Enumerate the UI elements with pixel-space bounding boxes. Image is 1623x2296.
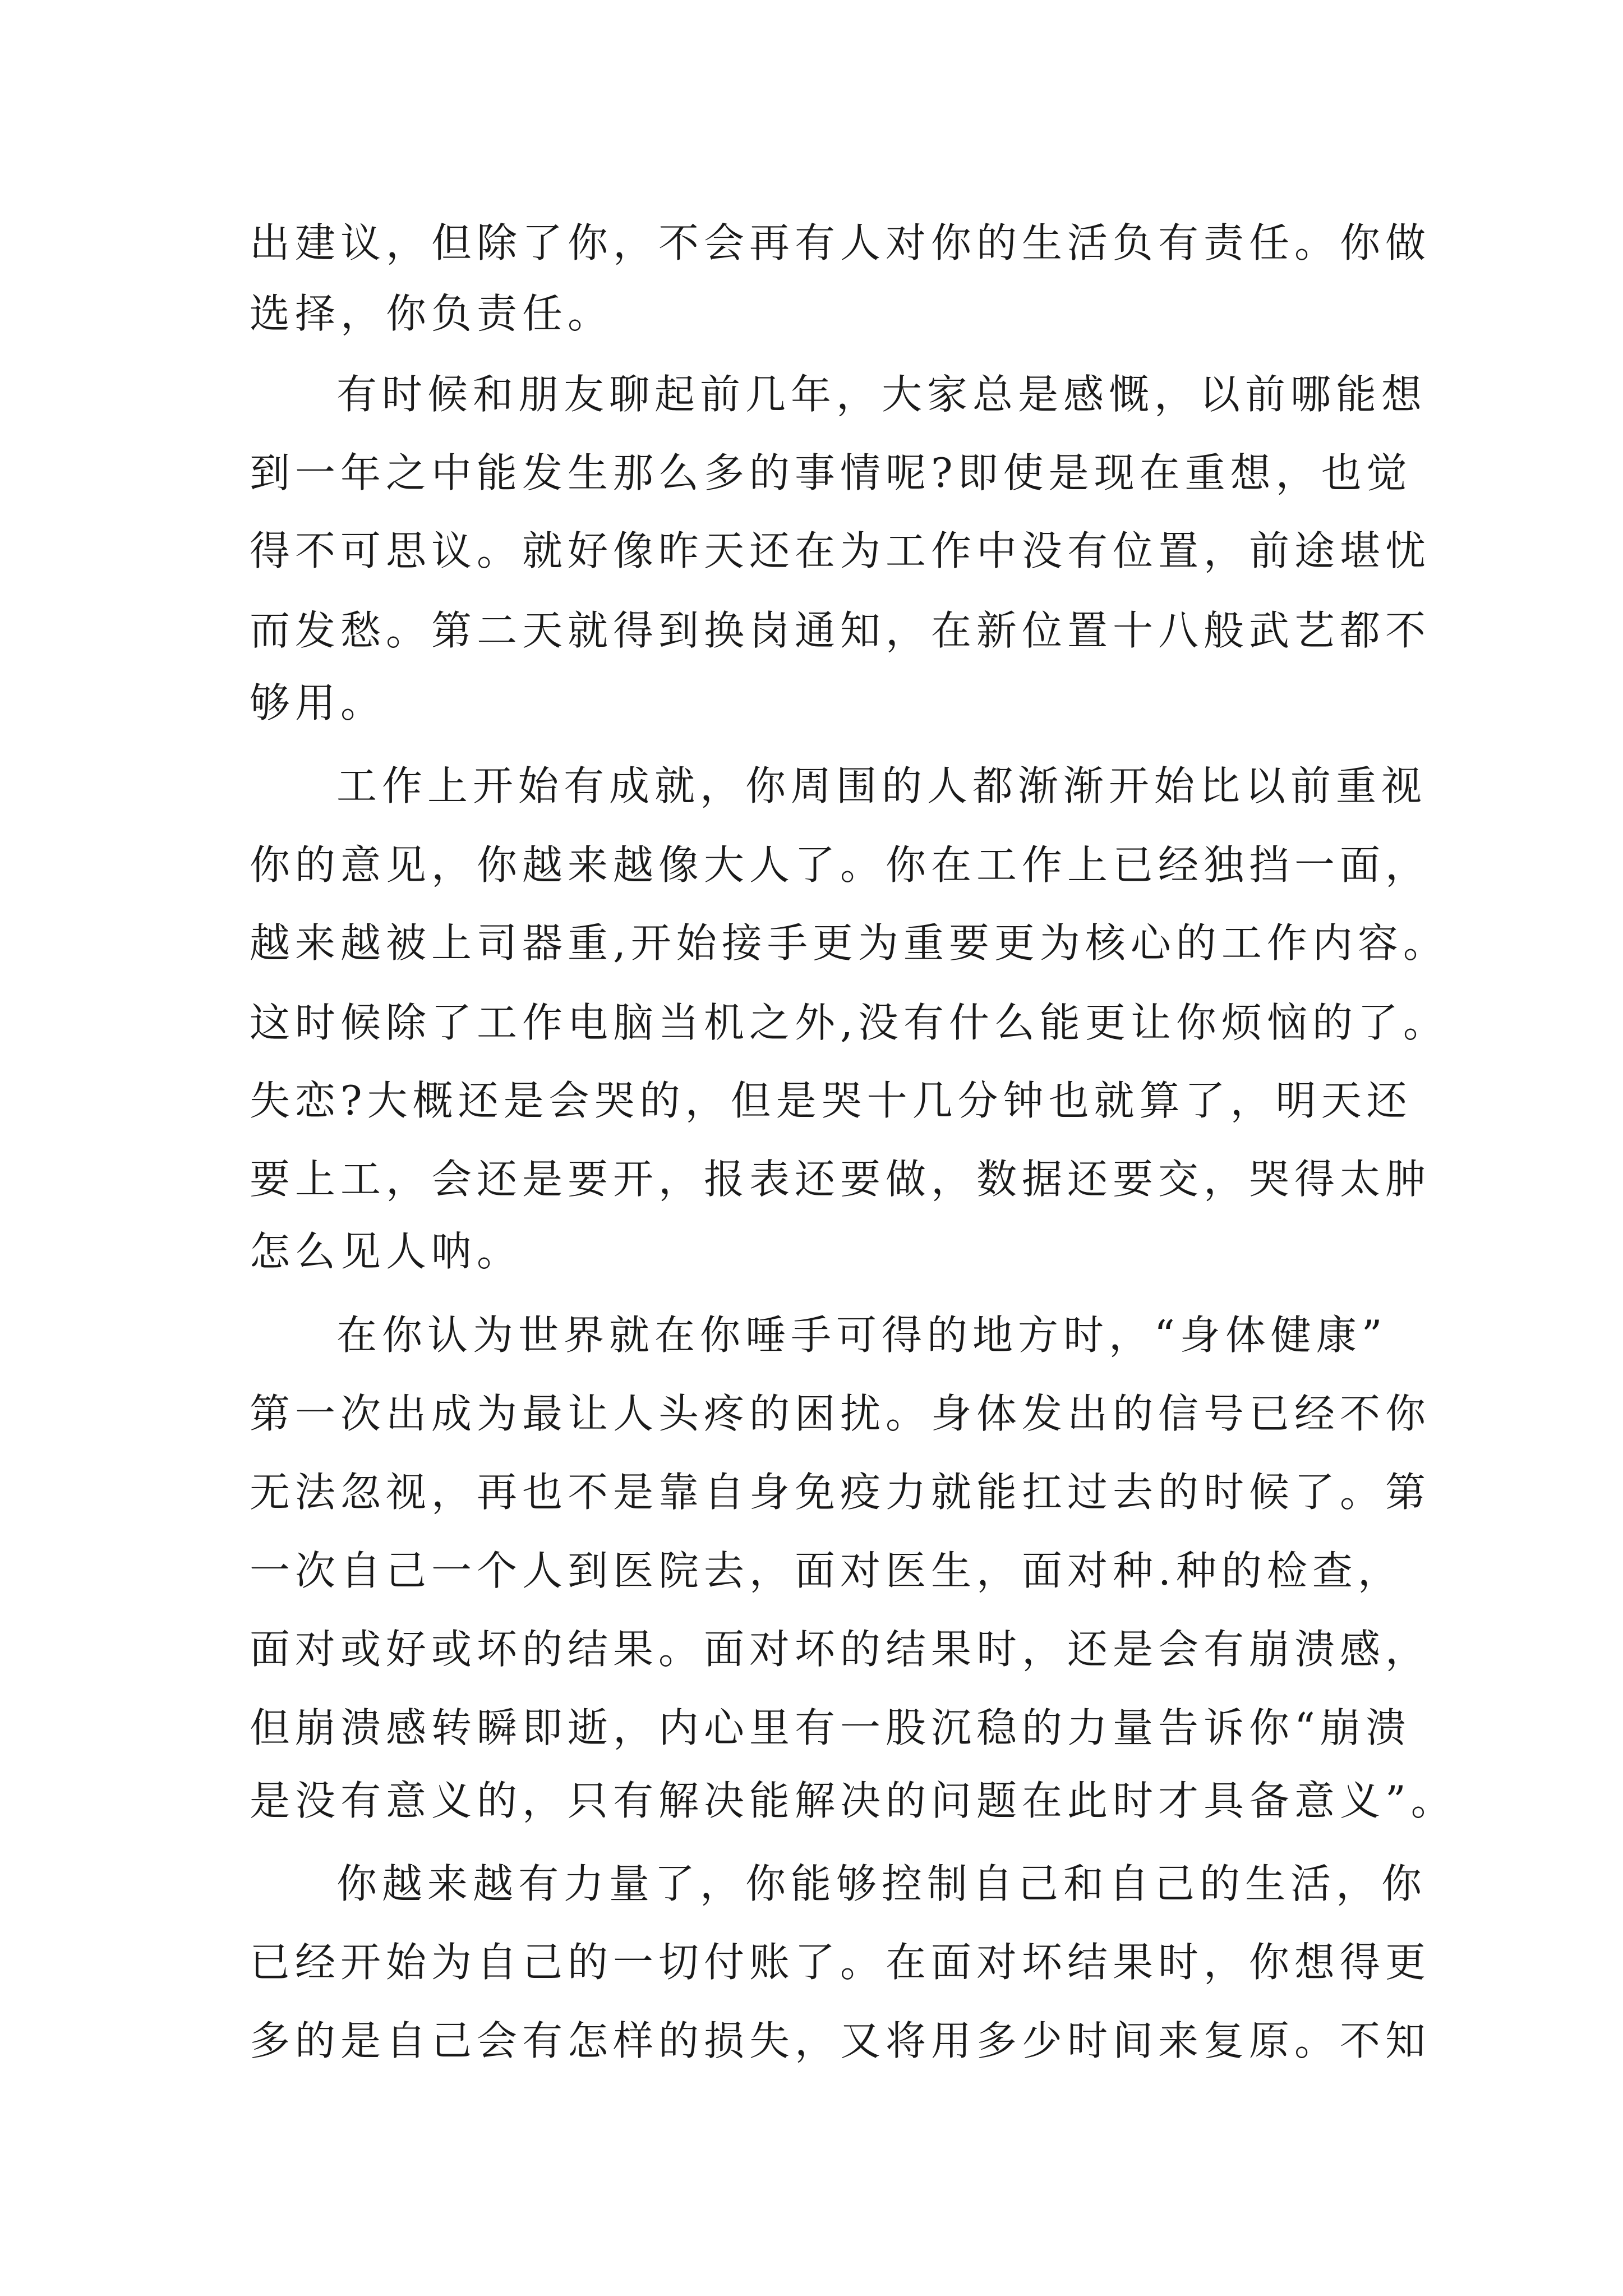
text-line: 失恋?大概还是会哭的，但是哭十几分钟也就算了，明天还 bbox=[250, 1077, 1412, 1124]
text-line: 是没有意义的，只有解决能解决的问题在此时才具备意义”。 bbox=[250, 1777, 1456, 1824]
paragraph-start-line: 工作上开始有成就，你周围的人都渐渐开始比以前重视 bbox=[336, 762, 1427, 809]
text-line: 第一次出成为最让人头疼的困扰。身体发出的信号已经不你 bbox=[250, 1390, 1431, 1437]
text-line: 已经开始为自己的一切付账了。在面对坏结果时，你想得更 bbox=[250, 1939, 1431, 1986]
text-line: 而发愁。第二天就得到换岗通知，在新位置十八般武艺都不 bbox=[250, 607, 1431, 654]
text-line: 面对或好或坏的结果。面对坏的结果时，还是会有崩溃感， bbox=[250, 1626, 1431, 1673]
paragraph-start-line: 有时候和朋友聊起前几年，大家总是感慨，以前哪能想 bbox=[336, 371, 1427, 418]
text-line: 越来越被上司器重,开始接手更为重要更为核心的工作内容。 bbox=[250, 919, 1449, 967]
text-line: 够用。 bbox=[250, 679, 386, 726]
text-line: 你的意见，你越来越像大人了。你在工作上已经独挡一面， bbox=[250, 841, 1431, 889]
text-line: 怎么见人呐。 bbox=[250, 1228, 523, 1275]
text-line: 出建议，但除了你，不会再有人对你的生活负有责任。你做 bbox=[250, 219, 1431, 266]
text-line: 但崩溃感转瞬即逝，内心里有一股沉稳的力量告诉你“崩溃 bbox=[250, 1704, 1411, 1751]
text-line: 得不可思议。就好像昨天还在为工作中没有位置，前途堪忧 bbox=[250, 527, 1431, 574]
text-line: 一次自己一个人到医院去，面对医生，面对种.种的检查， bbox=[250, 1547, 1403, 1594]
paragraph-start-line: 你越来越有力量了，你能够控制自己和自己的生活，你 bbox=[336, 1860, 1427, 1907]
text-line: 多的是自己会有怎样的损失，又将用多少时间来复原。不知 bbox=[250, 2017, 1431, 2064]
paragraph-start-line: 在你认为世界就在你唾手可得的地方时，“身体健康” bbox=[336, 1312, 1387, 1359]
text-line: 这时候除了工作电脑当机之外,没有什么能更让你烦恼的了。 bbox=[250, 999, 1449, 1046]
text-line: 到一年之中能发生那么多的事情呢?即使是现在重想，也觉 bbox=[250, 449, 1412, 496]
text-line: 要上工，会还是要开，报表还要做，数据还要交，哭得太肿 bbox=[250, 1156, 1431, 1203]
text-line: 选择，你负责任。 bbox=[250, 290, 614, 337]
text-line: 无法忽视，再也不是靠自身免疫力就能扛过去的时候了。第 bbox=[250, 1469, 1431, 1516]
